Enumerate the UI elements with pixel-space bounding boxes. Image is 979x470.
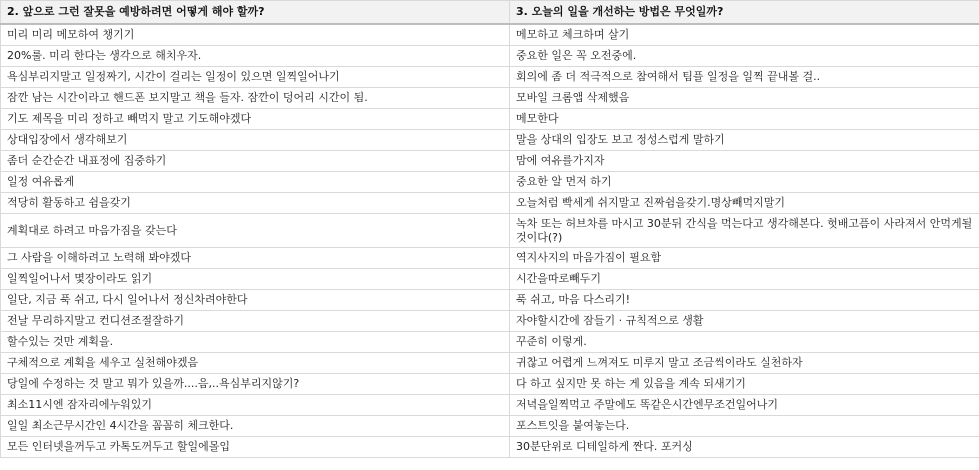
- cell-prevention[interactable]: 좀더 순간순간 내표정에 집중하기: [1, 151, 510, 172]
- cell-prevention[interactable]: 잠깐 남는 시간이라고 핸드폰 보지말고 책을 들자. 잠깐이 덩어리 시간이 됨.: [1, 88, 510, 109]
- table-row: [1, 353, 979, 374]
- table-row: [1, 332, 979, 353]
- table-row: [1, 24, 979, 46]
- table-row: [1, 248, 979, 269]
- cell-improvement[interactable]: 모바일 크롬앱 삭제했음: [510, 88, 979, 109]
- table-row: [1, 151, 979, 172]
- cell-improvement[interactable]: 메모한다: [510, 109, 979, 130]
- cell-prevention[interactable]: 일찍일어나서 몇장이라도 읽기: [1, 269, 510, 290]
- cell-improvement[interactable]: 맘에 여유를가지자: [510, 151, 979, 172]
- cell-prevention[interactable]: 최소11시엔 잠자리에누워있기: [1, 395, 510, 416]
- cell-improvement[interactable]: 시간을따로빼두기: [510, 269, 979, 290]
- table-row: [1, 395, 979, 416]
- cell-prevention[interactable]: 모든 인터넷을꺼두고 카톡도꺼두고 할일에몰입: [1, 437, 510, 458]
- cell-improvement[interactable]: 역지사지의 마음가짐이 필요함: [510, 248, 979, 269]
- table-row: [1, 290, 979, 311]
- cell-improvement[interactable]: 다 하고 싶지만 못 하는 게 있음을 계속 되새기기: [510, 374, 979, 395]
- cell-prevention[interactable]: 적당히 활동하고 쉼을갖기: [1, 193, 510, 214]
- table-row: [1, 374, 979, 395]
- cell-improvement[interactable]: 회의에 좀 더 적극적으로 참여해서 팀플 일정을 일찍 끝내볼 걸..: [510, 67, 979, 88]
- cell-prevention[interactable]: 구체적으로 계획을 세우고 실천해야겠음: [1, 353, 510, 374]
- table-row: [1, 109, 979, 130]
- table-row: [1, 130, 979, 151]
- table-row: [1, 67, 979, 88]
- cell-prevention[interactable]: 일일 최소근무시간인 4시간을 꼼꼼히 체크한다.: [1, 416, 510, 437]
- cell-improvement[interactable]: 푹 쉬고, 마음 다스리기!: [510, 290, 979, 311]
- cell-prevention[interactable]: 상대입장에서 생각해보기: [1, 130, 510, 151]
- table-row: [1, 88, 979, 109]
- cell-prevention[interactable]: 일단, 지금 푹 쉬고, 다시 일어나서 정신차려야한다: [1, 290, 510, 311]
- table-row: [1, 416, 979, 437]
- header-cell-improvement[interactable]: 3. 오늘의 일을 개선하는 방법은 무엇일까?: [510, 1, 979, 25]
- table-row: [1, 193, 979, 214]
- cell-improvement[interactable]: 포스트잇을 붙여놓는다.: [510, 416, 979, 437]
- header-row: [1, 1, 979, 25]
- cell-improvement[interactable]: 자야할시간에 잠들기 · 규칙적으로 생활: [510, 311, 979, 332]
- cell-prevention[interactable]: 할수있는 것만 계획을.: [1, 332, 510, 353]
- cell-improvement[interactable]: 꾸준히 이렇게.: [510, 332, 979, 353]
- cell-improvement[interactable]: 귀찮고 어렵게 느껴져도 미루지 말고 조금씩이라도 실천하자: [510, 353, 979, 374]
- cell-prevention[interactable]: 기도 제목을 미리 정하고 빼먹지 말고 기도해야겠다: [1, 109, 510, 130]
- cell-prevention[interactable]: 그 사람을 이해하려고 노력해 봐야겠다: [1, 248, 510, 269]
- cell-prevention[interactable]: 전날 무리하지말고 컨디션조절잘하기: [1, 311, 510, 332]
- table-row: [1, 269, 979, 290]
- cell-improvement[interactable]: 녹차 또는 허브차를 마시고 30분뒤 간식을 먹는다고 생각해본다. 헛배고픔이 사라져서 안먹게될것이다(?): [510, 214, 979, 248]
- cell-improvement[interactable]: 저녁을일찍먹고 주말에도 똑같은시간엔무조건일어나기: [510, 395, 979, 416]
- table-row: [1, 214, 979, 248]
- cell-prevention[interactable]: 미리 미리 메모하여 챙기기: [1, 24, 510, 46]
- cell-improvement[interactable]: 30분단위로 디테일하게 짠다. 포커싱: [510, 437, 979, 458]
- table-row: [1, 437, 979, 458]
- cell-improvement[interactable]: 메모하고 체크하며 살기: [510, 24, 979, 46]
- cell-improvement[interactable]: 오늘처럼 빡세게 쉬지말고 진짜쉼을갖기.명상빼먹지말기: [510, 193, 979, 214]
- table-row: [1, 172, 979, 193]
- cell-prevention[interactable]: 당일에 수정하는 것 말고 뭐가 있을까....음,..욕심부리지않기?: [1, 374, 510, 395]
- cell-improvement[interactable]: 중요한 일은 꼭 오전중에.: [510, 46, 979, 67]
- cell-improvement[interactable]: 중요한 알 먼저 하기: [510, 172, 979, 193]
- table-row: [1, 46, 979, 67]
- header-cell-prevention[interactable]: 2. 앞으로 그런 잘못을 예방하려면 어떻게 해야 할까?: [1, 1, 510, 25]
- cell-prevention[interactable]: 20%룰. 미리 한다는 생각으로 해치우자.: [1, 46, 510, 67]
- cell-prevention[interactable]: 욕심부리지말고 일정짜기, 시간이 걸리는 일정이 있으면 일찍일어나기: [1, 67, 510, 88]
- cell-prevention[interactable]: 일정 여유롭게: [1, 172, 510, 193]
- cell-improvement[interactable]: 말을 상대의 입장도 보고 정성스럽게 말하기: [510, 130, 979, 151]
- table-row: [1, 311, 979, 332]
- cell-prevention[interactable]: 계획대로 하려고 마음가짐을 갖는다: [1, 214, 510, 248]
